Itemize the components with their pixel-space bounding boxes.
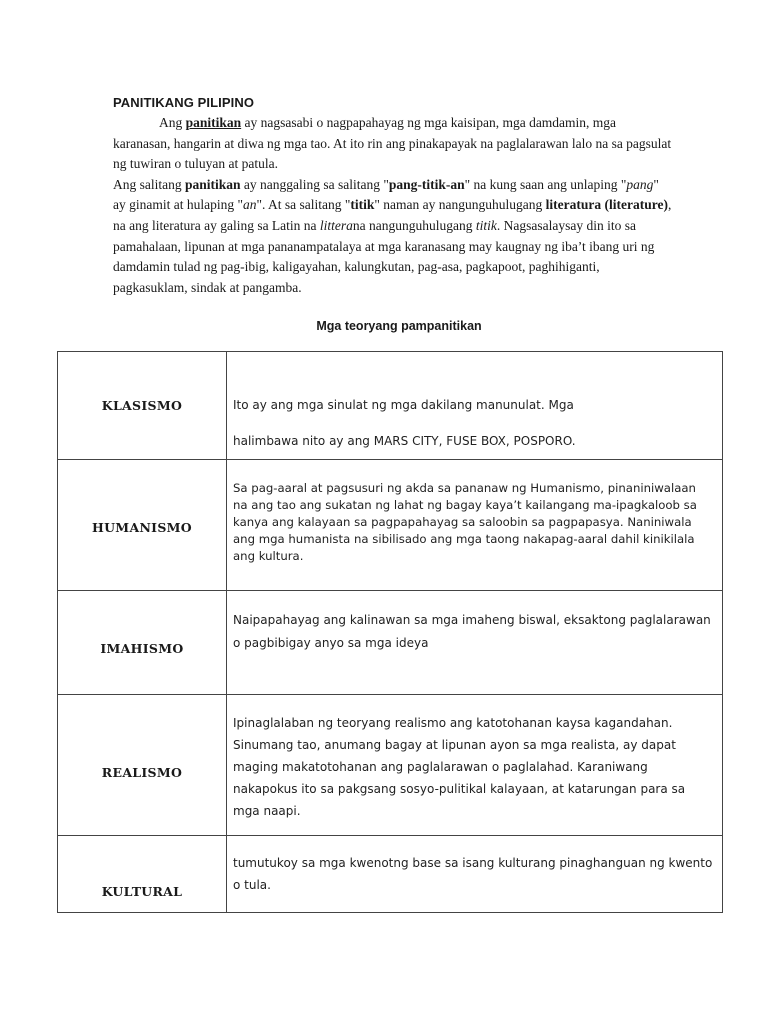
table-row <box>58 695 723 836</box>
description-cell: Ipinaglalaban ng teoryang realismo ang katotohanan kaysa kagandahan. Sinumang tao, anumang bagay at lipunan ayon sa mga realista, ay dapat maging makatotohanan ang paglalarawan o paglalahad. Karaniwang nakapokus ito sa pakgsang sosyo-pulitikal kalayaan, at katarungan para sa mga naapi. <box>227 695 723 836</box>
table-row <box>58 352 723 460</box>
table-row <box>58 460 723 591</box>
description-cell: Sa pag-aaral at pagsusuri ng akda sa pananaw ng Humanismo, pinaniniwalaan na ang tao ang sukatan ng lahat ng bagay kaya’t kailangang ma-ipagkaloob sa kanya ang kalayaan sa pagpapahayag sa saloobin sa pagpapasya. Naniniwala ang mga humanista na sibilisado ang mga taong nakapag-aaral dahil kinikilala ang kultura. <box>227 460 723 591</box>
term-cell: REALISMO <box>58 695 227 836</box>
description-cell: Ito ay ang mga sinulat ng mga dakilang manunulat. Mga halimbawa nito ay ang MARS CITY, FUSE BOX, POSPORO. <box>227 352 723 460</box>
table-title: Mga teoryang pampanitikan <box>316 319 482 333</box>
table-row <box>58 591 723 695</box>
intro-paragraph-2: Ang salitang panitikan ay nanggaling sa salitang "pang-titik-an" na kung saan ang unlaping "pang" ay ginamit at hulaping "an". At sa salitang "titik" naman ay nangunguhulugang literatura (literature), na ang literatura ay galing sa Latin na litterana nangunguhulugang titik. Nagsasalaysay din ito sa pamahalaan, lipunan at mga pananampatalaya at mga karanasang may kaugnay ng iba’t ibang uri ng damdamin tulad ng pag-ibig, kaligayahan, kalungkutan, pag-asa, pagkapoot, paghihiganti, pagkasuklam, sindak at pangamba. <box>113 176 672 295</box>
description-cell: tumutukoy sa mga kwenotng base sa isang kulturang pinaghanguan ng kwento o tula. <box>227 836 723 913</box>
term-cell: KULTURAL <box>58 836 227 913</box>
term-cell: HUMANISMO <box>58 460 227 591</box>
term-panitikan: panitikan <box>185 115 242 130</box>
document-title: PANITIKANG PILIPINO <box>113 95 255 110</box>
term-cell: KLASISMO <box>58 352 227 460</box>
intro-paragraph-1: Ang panitikan ay nagsasabi o nagpapahayag ng mga kaisipan, mga damdamin, mga karanasan, hangarin at diwa ng mga tao. At ito rin ang pinakapayak na paglalarawan lalo na sa pagsulat ng tuwiran o tuluyan at patula. <box>113 115 672 172</box>
table-row <box>58 836 723 913</box>
description-cell: Naipapahayag ang kalinawan sa mga imaheng biswal, eksaktong paglalarawan o pagbibigay anyo sa mga ideya <box>227 591 723 695</box>
term-cell: IMAHISMO <box>58 591 227 695</box>
intro-text <box>113 113 673 298</box>
theories-table <box>57 351 723 913</box>
